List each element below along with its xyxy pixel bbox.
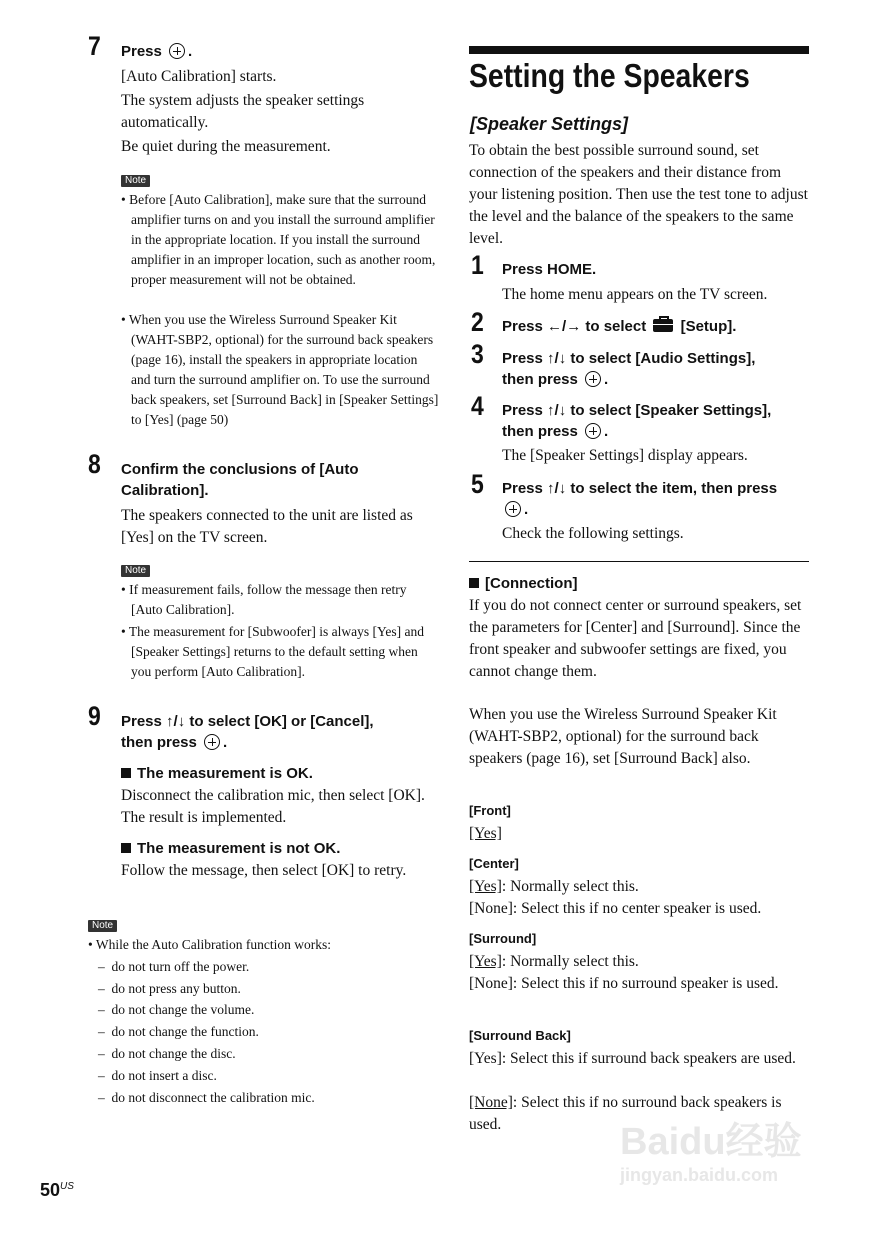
note-1-bullet-1: • Before [Auto Calibration], make sure that the surround amplifier turns on and you install the surround amplifier in the appropriate location. If you install the surround amplifier in an improper location, such as another room, proper measurement will not be obtained. [121,190,440,290]
step-2-number: 2 [471,307,484,337]
step-7-heading: Press . [121,43,193,60]
surround-back-label: [Surround Back] [469,1028,571,1043]
step-7-line-3: Be quiet during the measurement. [121,138,331,155]
step-7-line-1: [Auto Calibration] starts. [121,68,277,85]
page-title: Setting the Speakers [469,57,750,94]
not-ok-heading: The measurement is not OK. [121,839,340,859]
step-1-heading: Press HOME. [502,261,597,278]
step-8-number: 8 [88,449,101,479]
surround-option-none: [None]: Select this if no surround speaker is used. [469,975,779,992]
intro-text: To obtain the best possible surround sound, set connection of the speakers and their distance from your listening position. Then use the test tone to adjust the level and the balance of the speakers to the same level. [469,142,808,247]
enter-button-icon [585,423,601,439]
step-7-line-2: The system adjusts the speaker settings automatically. [121,92,365,131]
note-3-dash-item: – do not insert a disc. [98,1068,217,1083]
ok-heading: The measurement is OK. [121,764,313,784]
step-5-body: Check the following settings. [502,525,684,542]
step-5-heading: Press ↑/↓ to select the item, then press . [502,480,778,518]
step-8-body: The speakers connected to the unit are listed as [Yes] on the TV screen. [121,507,413,546]
not-ok-body: Follow the message, then select [OK] to retry. [121,862,407,879]
note-badge: Note [88,920,117,932]
note-3-dash-item: – do not change the disc. [98,1046,236,1061]
step-5-number: 5 [471,469,484,499]
ok-body: Disconnect the calibration mic, then select [OK]. The result is implemented. [121,787,425,826]
note-badge: Note [121,565,150,577]
connection-heading: [Connection] [469,574,577,594]
watermark-logo: Baidu经验 [620,1121,802,1163]
connection-body-2: When you use the Wireless Surround Speaker Kit (WAHT-SBP2, optional) for the surround back speakers (page 16), set [Surround Back] also. [469,706,777,767]
step-4-body: The [Speaker Settings] display appears. [502,447,748,464]
square-bullet-icon [121,843,131,853]
note-3-dash-item: – do not press any button. [98,981,241,996]
title-rule [469,46,809,54]
center-label: [Center] [469,856,519,871]
connection-body: If you do not connect center or surround speakers, set the parameters for [Center] and [Surround]. Since the front speaker and subwoofer settings are fixed, you cannot change them. [469,597,802,680]
section-subtitle: [Speaker Settings] [470,114,629,134]
surround-back-option-none: [None]: Select this if no surround back speakers is used. [469,1094,782,1133]
center-option-yes: [Yes]: Normally select this. [469,878,639,895]
step-3-heading: Press ↑/↓ to select [Audio Settings], then press . [502,350,756,388]
note-3-dash-item: – do not disconnect the calibration mic. [98,1090,315,1105]
step-9-number: 9 [88,701,101,731]
step-1-number: 1 [471,250,484,280]
step-7-number: 7 [88,31,101,61]
square-bullet-icon [121,768,131,778]
enter-button-icon [204,734,220,750]
front-label: [Front] [469,803,511,818]
center-option-none: [None]: Select this if no center speaker is used. [469,900,762,917]
enter-button-icon [169,43,185,59]
step-4-number: 4 [471,391,484,421]
step-4-heading: Press ↑/↓ to select [Speaker Settings], then press . [502,402,772,440]
note-3-intro: • While the Auto Calibration function works: [88,935,438,955]
baidu-watermark [620,1120,802,1186]
step-1-body: The home menu appears on the TV screen. [502,286,768,303]
surround-label: [Surround] [469,931,537,946]
note-3-dash-item: – do not change the function. [98,1024,259,1039]
watermark-url: jingyan.baidu.com [620,1165,779,1185]
note-3-dash-item: – do not turn off the power. [98,959,250,974]
toolbox-icon [653,319,673,332]
note-2-bullet-2: • The measurement for [Subwoofer] is always [Yes] and [Speaker Settings] returns to the default setting when you perform [Auto Calibration]. [121,622,440,682]
surround-option-yes: [Yes]: Normally select this. [469,953,639,970]
square-bullet-icon [469,578,479,588]
step-8-heading: Confirm the conclusions of [Auto Calibration]. [121,461,359,499]
note-badge: Note [121,175,150,187]
front-value: [Yes] [469,825,502,842]
page-number: $50^{US}$ [40,1180,74,1200]
surround-back-option-yes: [Yes]: Select this if surround back speakers are used. [469,1050,796,1067]
note-2-bullet-1: • If measurement fails, follow the message then retry [Auto Calibration]. [121,580,440,620]
enter-button-icon [505,501,521,517]
step-9-heading: Press ↑/↓ to select [OK] or [Cancel], then press . [121,713,374,751]
enter-button-icon [585,371,601,387]
note-3-dash-item: – do not change the volume. [98,1002,255,1017]
step-2-heading: Press ←/→ to select [Setup]. [502,318,737,335]
note-1-bullet-2: • When you use the Wireless Surround Speaker Kit (WAHT-SBP2, optional) for the surround back speakers (page 16), install the speakers in appropriate location and turn the surround amplifier on. To use the surround back speakers, set [Surround Back] in [Speaker Settings] to [Yes] (page 50) [121,310,440,430]
divider [469,561,809,562]
step-3-number: 3 [471,339,484,369]
